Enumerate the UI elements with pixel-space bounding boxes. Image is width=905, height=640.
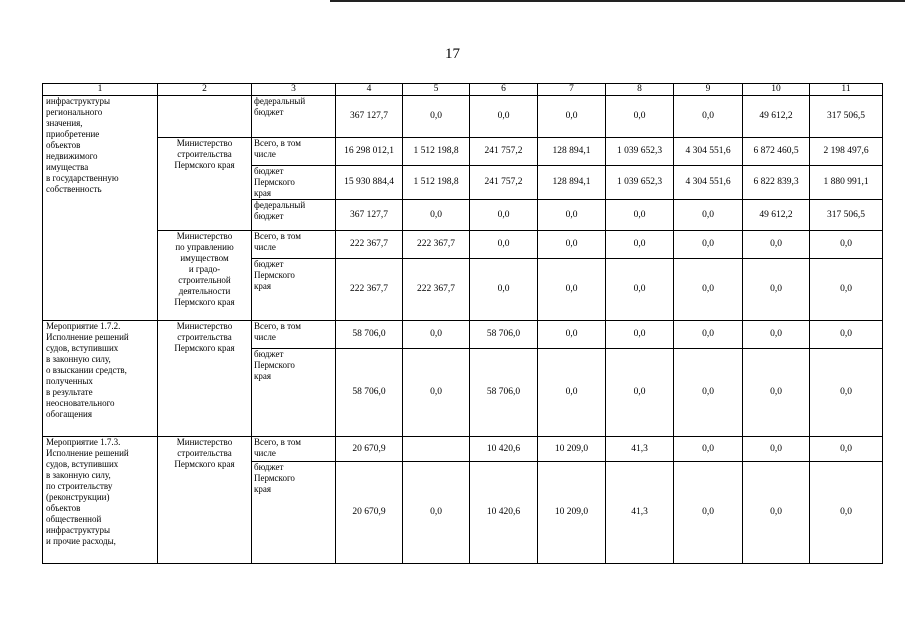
value-cell: 0,0: [403, 349, 470, 437]
activity-name: Мероприятие 1.7.3. Исполнение решений судов, вступивших в законную силу, по строительству (реконструкции) объектов общественной инфраструктуры и прочие расходы,: [43, 437, 158, 564]
value-cell: 0,0: [606, 349, 674, 437]
row-label: бюджет Пермского края: [252, 259, 336, 321]
column-number-header: 3: [252, 84, 336, 96]
value-cell: 15 930 884,4: [336, 166, 403, 200]
value-cell: 0,0: [606, 231, 674, 259]
value-cell: 0,0: [743, 321, 810, 349]
entity-cell: [158, 96, 252, 138]
value-cell: 20 670,9: [336, 462, 403, 564]
value-cell: 1 039 652,3: [606, 166, 674, 200]
value-cell: 241 757,2: [470, 166, 538, 200]
value-cell: 0,0: [810, 321, 883, 349]
table-row: [43, 231, 883, 259]
column-number-header: 11: [810, 84, 883, 96]
value-cell: 0,0: [810, 259, 883, 321]
value-cell: 58 706,0: [470, 321, 538, 349]
value-cell: 1 512 198,8: [403, 138, 470, 166]
value-cell: 241 757,2: [470, 138, 538, 166]
table-row: [43, 437, 883, 462]
value-cell: 58 706,0: [336, 349, 403, 437]
value-cell: 0,0: [403, 321, 470, 349]
value-cell: 0,0: [674, 96, 743, 138]
page-number: 17: [445, 46, 460, 62]
budget-table: [42, 83, 883, 564]
value-cell: 41,3: [606, 462, 674, 564]
value-cell: 10 209,0: [538, 437, 606, 462]
value-cell: 0,0: [470, 96, 538, 138]
value-cell: 0,0: [538, 200, 606, 231]
row-label: Всего, в том числе: [252, 437, 336, 462]
value-cell: 0,0: [674, 321, 743, 349]
value-cell: 1 512 198,8: [403, 166, 470, 200]
value-cell: 367 127,7: [336, 200, 403, 231]
value-cell: 0,0: [606, 259, 674, 321]
column-number-header: 1: [43, 84, 158, 96]
row-label: Всего, в том числе: [252, 138, 336, 166]
row-label: бюджет Пермского края: [252, 166, 336, 200]
value-cell: 49 612,2: [743, 96, 810, 138]
value-cell: [403, 437, 470, 462]
table-row: [43, 321, 883, 349]
column-number-header: 6: [470, 84, 538, 96]
value-cell: 128 894,1: [538, 138, 606, 166]
value-cell: 49 612,2: [743, 200, 810, 231]
value-cell: 0,0: [674, 462, 743, 564]
row-label: Всего, в том числе: [252, 231, 336, 259]
value-cell: 1 880 991,1: [810, 166, 883, 200]
scan-edge-line: [330, 0, 905, 2]
value-cell: 58 706,0: [470, 349, 538, 437]
column-number-header: 7: [538, 84, 606, 96]
value-cell: 4 304 551,6: [674, 138, 743, 166]
column-number-header: 9: [674, 84, 743, 96]
table-row: [43, 96, 883, 138]
column-number-header: 5: [403, 84, 470, 96]
value-cell: 0,0: [538, 96, 606, 138]
value-cell: 0,0: [743, 349, 810, 437]
value-cell: 0,0: [674, 259, 743, 321]
value-cell: 2 198 497,6: [810, 138, 883, 166]
value-cell: 317 506,5: [810, 200, 883, 231]
value-cell: 0,0: [403, 462, 470, 564]
row-label: федеральный бюджет: [252, 200, 336, 231]
value-cell: 0,0: [810, 231, 883, 259]
value-cell: 41,3: [606, 437, 674, 462]
value-cell: 222 367,7: [403, 259, 470, 321]
value-cell: 0,0: [470, 231, 538, 259]
column-number-header: 2: [158, 84, 252, 96]
value-cell: 6 872 460,5: [743, 138, 810, 166]
column-number-header: 4: [336, 84, 403, 96]
value-cell: 0,0: [538, 349, 606, 437]
value-cell: 0,0: [606, 321, 674, 349]
value-cell: 0,0: [743, 259, 810, 321]
value-cell: 0,0: [674, 231, 743, 259]
value-cell: 367 127,7: [336, 96, 403, 138]
value-cell: 10 209,0: [538, 462, 606, 564]
value-cell: 6 822 839,3: [743, 166, 810, 200]
value-cell: 317 506,5: [810, 96, 883, 138]
value-cell: 222 367,7: [403, 231, 470, 259]
table-row: [43, 138, 883, 166]
column-number-header: 8: [606, 84, 674, 96]
value-cell: 0,0: [606, 96, 674, 138]
value-cell: 10 420,6: [470, 462, 538, 564]
value-cell: 0,0: [810, 437, 883, 462]
row-label: Всего, в том числе: [252, 321, 336, 349]
value-cell: 0,0: [743, 231, 810, 259]
value-cell: 222 367,7: [336, 259, 403, 321]
responsible-entity: Министерство строительства Пермского края: [158, 138, 252, 231]
value-cell: 1 039 652,3: [606, 138, 674, 166]
row-label: бюджет Пермского края: [252, 349, 336, 437]
value-cell: 0,0: [810, 462, 883, 564]
row-label: бюджет Пермского края: [252, 462, 336, 564]
value-cell: 10 420,6: [470, 437, 538, 462]
value-cell: 0,0: [810, 349, 883, 437]
value-cell: 0,0: [743, 437, 810, 462]
column-number-header: 10: [743, 84, 810, 96]
value-cell: 0,0: [403, 200, 470, 231]
value-cell: 4 304 551,6: [674, 166, 743, 200]
value-cell: 0,0: [470, 200, 538, 231]
value-cell: 0,0: [674, 437, 743, 462]
value-cell: 222 367,7: [336, 231, 403, 259]
value-cell: 0,0: [538, 321, 606, 349]
value-cell: 20 670,9: [336, 437, 403, 462]
header-row: [43, 84, 883, 96]
responsible-entity: Министерство строительства Пермского края: [158, 437, 252, 564]
activity-name: инфраструктуры регионального значения, приобретение объектов недвижимого имущества в государственную собственность: [43, 96, 158, 321]
activity-name: Мероприятие 1.7.2. Исполнение решений судов, вступивших в законную силу, о взыскании средств, полученных в результате неосновательного обогащения: [43, 321, 158, 437]
responsible-entity: Министерство по управлению имуществом и градо- строительной деятельности Пермского края: [158, 231, 252, 321]
responsible-entity: Министерство строительства Пермского края: [158, 321, 252, 437]
value-cell: 0,0: [403, 96, 470, 138]
value-cell: 0,0: [674, 349, 743, 437]
value-cell: 0,0: [606, 200, 674, 231]
value-cell: 0,0: [538, 231, 606, 259]
value-cell: 16 298 012,1: [336, 138, 403, 166]
value-cell: 0,0: [538, 259, 606, 321]
value-cell: 0,0: [674, 200, 743, 231]
value-cell: 0,0: [470, 259, 538, 321]
value-cell: 0,0: [743, 462, 810, 564]
row-label: федеральный бюджет: [252, 96, 336, 138]
value-cell: 128 894,1: [538, 166, 606, 200]
value-cell: 58 706,0: [336, 321, 403, 349]
